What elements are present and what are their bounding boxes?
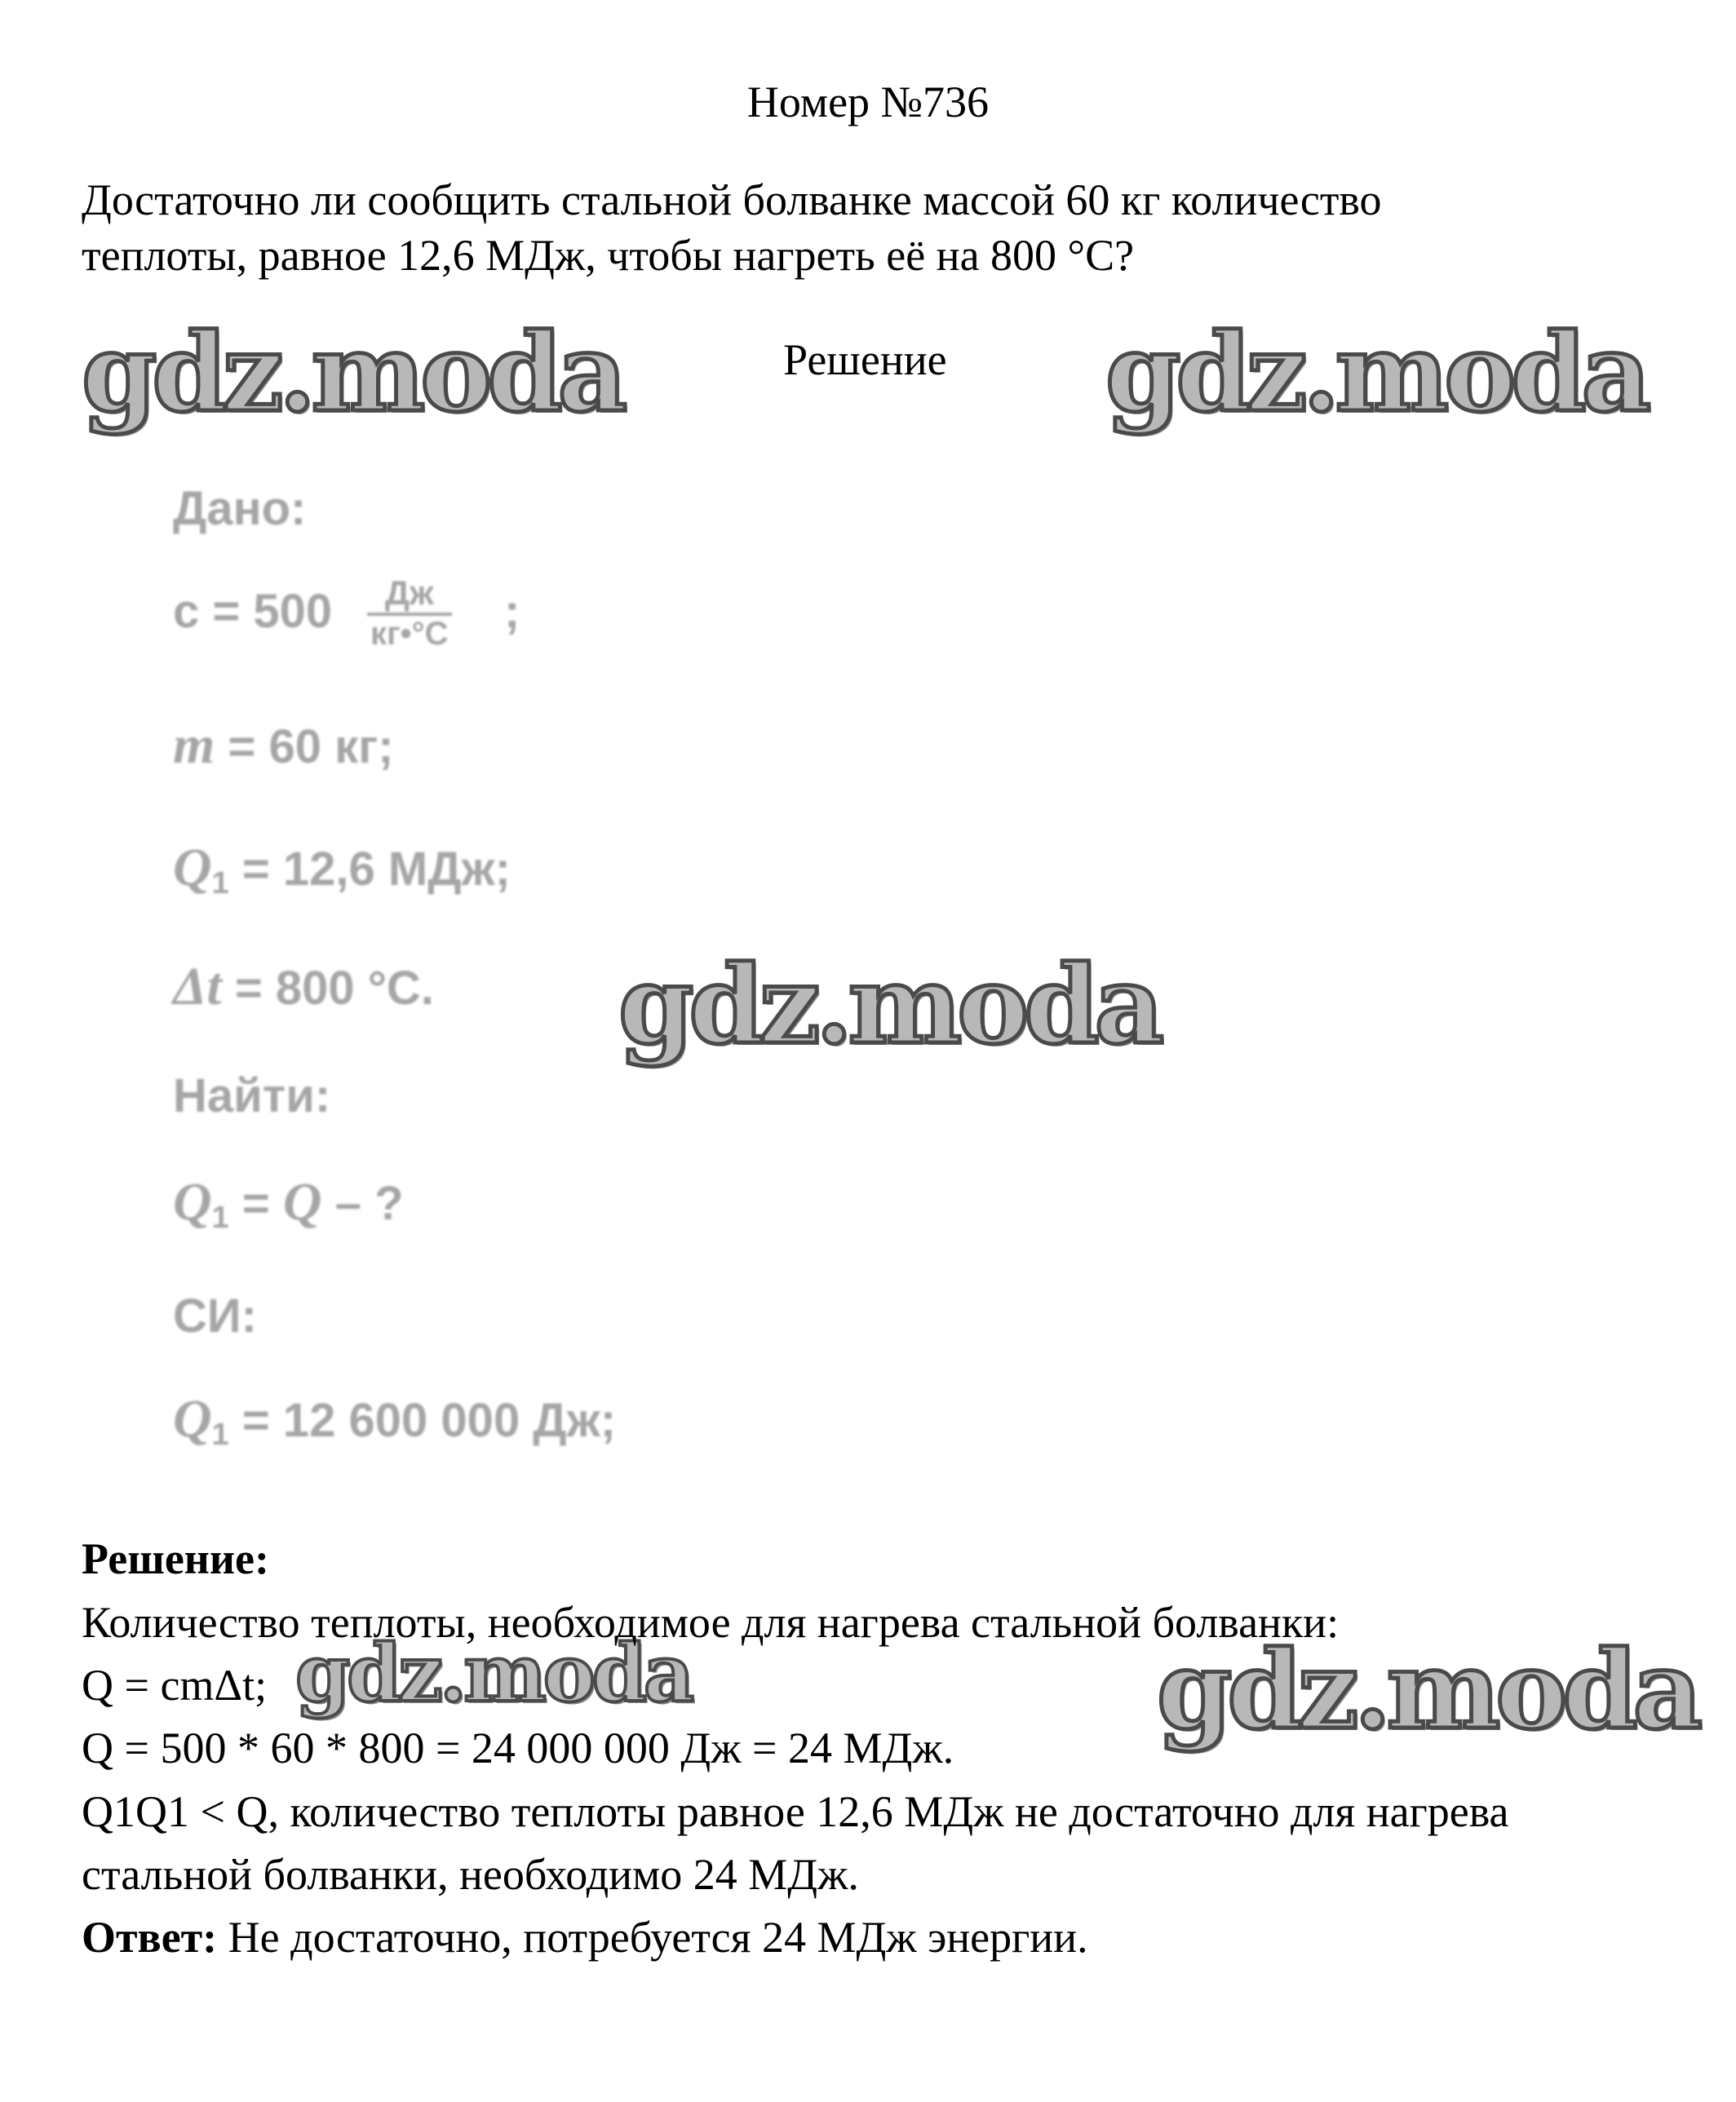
given-heading: Дано: [173,482,307,535]
answer-text: Не достаточно, потребуется 24 МДж энергии. [217,1913,1088,1962]
solution-heading: Решение: [82,1534,269,1583]
answer-line [82,1912,1088,1963]
si-heading: СИ: [173,1290,257,1343]
find-heading: Найти: [173,1069,331,1122]
given-c-unit: $\frac{Дж}{кг•^\circ С}$ [367,561,452,653]
si-q1: $Q_1 = 12$ 600 000 Дж; [173,1389,617,1452]
given-q1: $Q_1 = 12,6$ МДж; [173,838,511,901]
watermark-logo: gdz.moda [1105,310,1647,436]
solution-comparison-cont: стальной болванки, необходимо 24 МДж. [82,1850,859,1899]
solution-calculation: Q = 500 * 60 * 800 = 24 000 000 Дж = 24 МДж. [82,1724,954,1772]
watermark-logo: gdz.moda [82,310,623,436]
given-c-value: c = 500 [173,585,333,638]
page-title: Номер №736 [746,77,990,126]
watermark-logo: gdz.moda [618,942,1160,1069]
solution-formula: Q = cmΔt; [82,1661,268,1710]
watermark-logo: gdz.moda [295,1627,692,1719]
given-delta-t: Δt = 800 °С. [173,957,434,1016]
task-text-line-1: Достаточно ли сообщить стальной болванке массой 60 кг количество [82,175,1382,224]
task-text-line-2: теплоты, равное 12,6 МДж, чтобы нагреть её на 800 °С? [82,231,1135,280]
solution-heading-center: Решение [783,335,947,384]
answer-label: Ответ: [82,1913,218,1962]
find-expression: $Q_1 = Q$ – ? [173,1172,404,1235]
solution-comparison: Q1Q1 < Q, количество теплоты равное 12,6 МДж не достаточно для нагрева [82,1787,1509,1836]
solution-line-1: Количество теплоты, необходимое для нагрева стальной болванки: [82,1598,1340,1647]
watermark-logo: gdz.moda [1157,1627,1698,1754]
given-mass: m = 60 кг; [173,715,394,775]
given-c-end: ; [504,585,520,638]
